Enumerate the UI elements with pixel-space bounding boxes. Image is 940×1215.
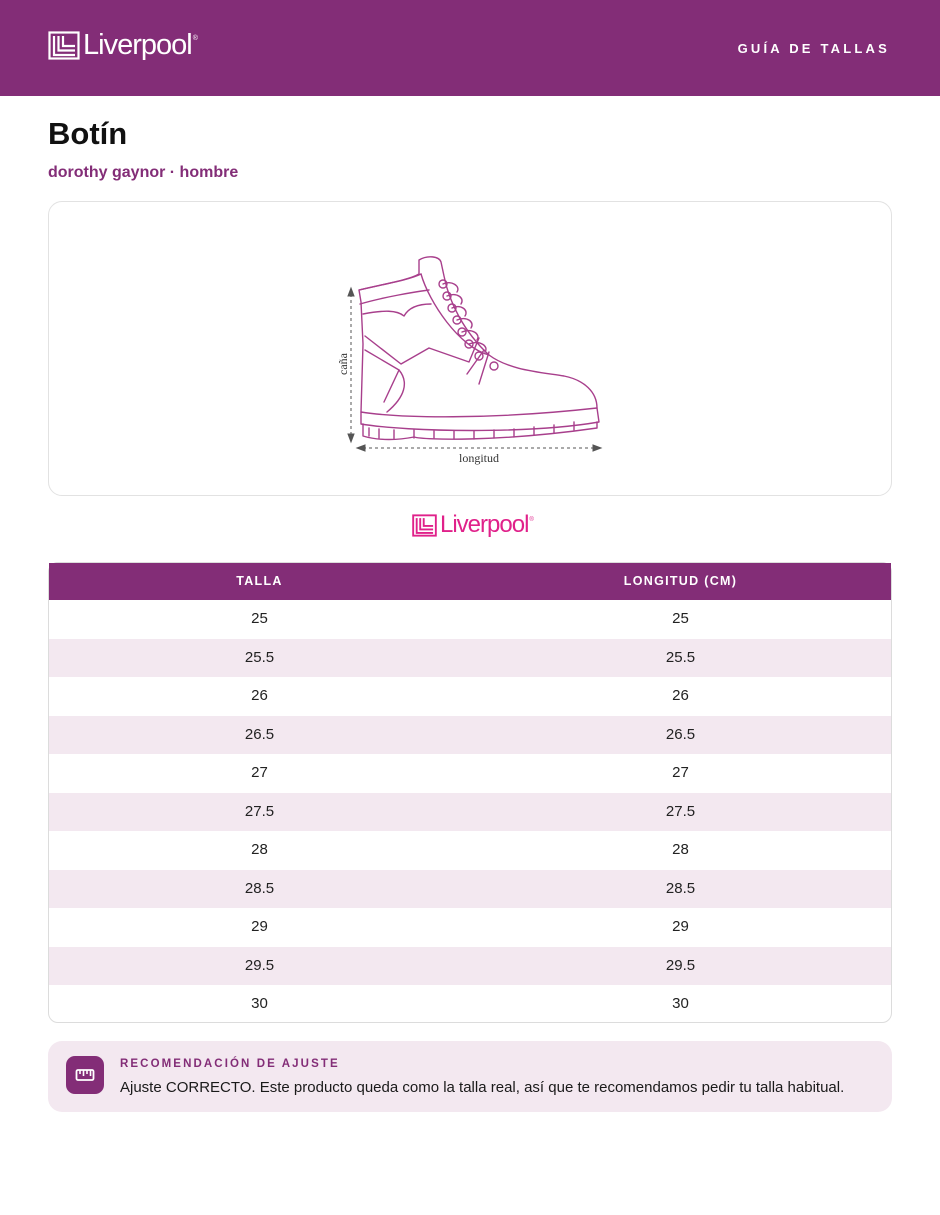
table-row: [49, 870, 891, 909]
registered-mark: ®: [192, 35, 198, 42]
table-row: [49, 639, 891, 678]
size-cell: 27.5: [244, 802, 275, 820]
logo-text: Liverpool: [83, 29, 192, 61]
table-row: [49, 831, 891, 870]
length-cell: 29: [672, 918, 689, 935]
table-row: [49, 985, 891, 1024]
length-cell: 25.5: [665, 648, 696, 666]
table-row: [49, 716, 891, 755]
length-cell: 25: [672, 610, 689, 627]
recommendation-text: Ajuste CORRECTO. Este producto queda como la talla real, así que te recomendamos pedir tu talla habitual.: [120, 1079, 845, 1096]
length-cell: 28: [672, 841, 689, 858]
length-cell: 26: [672, 687, 689, 704]
length-cell: 27: [672, 764, 689, 781]
size-cell: 29.5: [244, 956, 275, 974]
table-header: [49, 563, 891, 600]
liverpool-logo[interactable]: [48, 31, 198, 60]
liverpool-logo-icon: [48, 31, 80, 60]
top-header: [0, 0, 940, 96]
fit-recommendation: [48, 1041, 892, 1112]
column-header-length: LONGITUD (CM): [623, 574, 738, 588]
length-cell: 27.5: [665, 802, 696, 820]
table-row: [49, 600, 891, 639]
size-table: [48, 562, 892, 1023]
column-header-size: TALLA: [236, 574, 283, 588]
registered-mark: ®: [529, 517, 534, 523]
height-label: caña: [336, 353, 350, 375]
table-row: [49, 793, 891, 832]
size-cell: 27: [251, 764, 268, 781]
table-row: [49, 947, 891, 986]
product-subtitle: dorothy gaynor · hombre: [48, 164, 239, 181]
size-cell: 30: [251, 995, 268, 1012]
length-cell: 30: [672, 995, 689, 1012]
logo-text: Liverpool: [440, 511, 529, 538]
size-cell: 28: [251, 841, 268, 858]
liverpool-logo-secondary: [412, 513, 534, 537]
boot-diagram-icon: [336, 252, 609, 467]
size-cell: 26.5: [244, 725, 275, 743]
size-cell: 29: [251, 918, 268, 935]
size-cell: 25: [251, 610, 268, 627]
length-cell: 28.5: [665, 879, 696, 897]
table-row: [49, 677, 891, 716]
liverpool-logo-icon: [412, 514, 437, 537]
boot-image-card: [48, 201, 892, 496]
length-cell: 26.5: [665, 725, 696, 743]
size-guide-link[interactable]: GUÍA DE TALLAS: [737, 41, 890, 56]
recommendation-title: RECOMENDACIÓN DE AJUSTE: [120, 1058, 340, 1070]
table-row: [49, 908, 891, 947]
size-cell: 28.5: [244, 879, 275, 897]
size-cell: 25.5: [244, 648, 275, 666]
table-row: [49, 754, 891, 793]
length-cell: 29.5: [665, 956, 696, 974]
size-cell: 26: [251, 687, 268, 704]
page-title: Botín: [48, 116, 128, 151]
length-label: longitud: [458, 451, 500, 465]
ruler-icon: [66, 1056, 104, 1094]
